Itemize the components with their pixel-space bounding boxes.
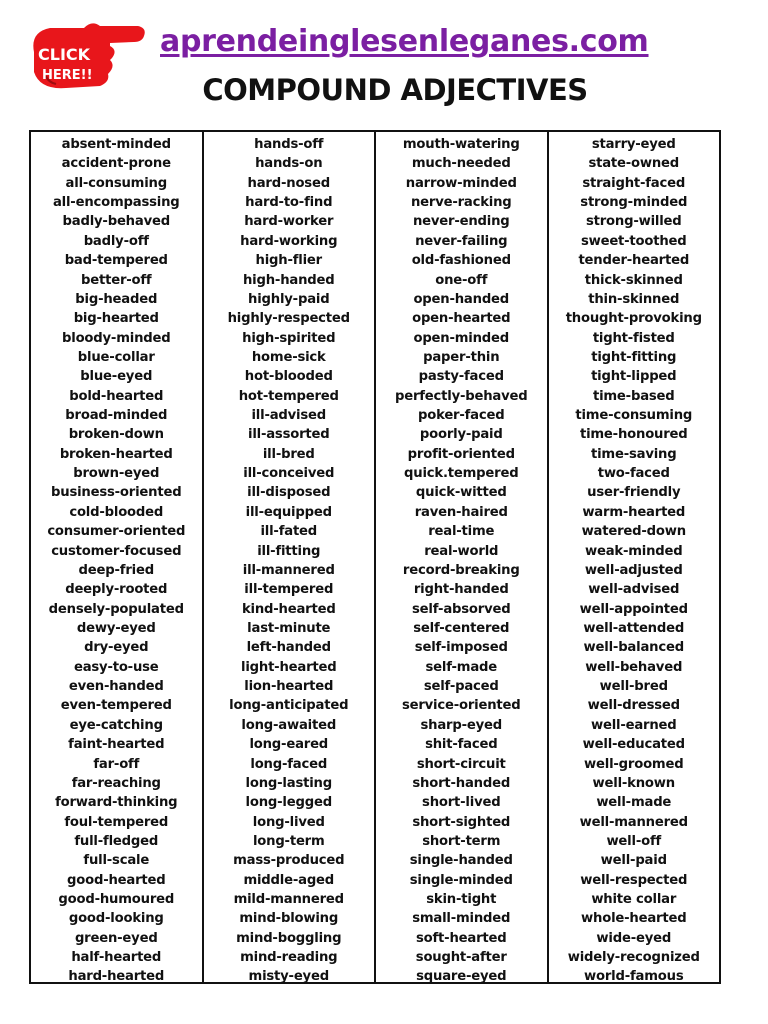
word-item: cold-blooded: [69, 504, 164, 520]
word-item: quick.tempered: [404, 466, 519, 482]
word-item: short-handed: [412, 775, 511, 791]
word-item: narrow-minded: [405, 175, 517, 191]
word-item: long-lasting: [245, 775, 332, 791]
word-item: last-minute: [247, 620, 331, 636]
click-label: CLICK: [38, 45, 91, 64]
word-item: shit-faced: [425, 737, 498, 753]
word-item: ill-mannered: [242, 562, 335, 578]
word-item: self-made: [425, 659, 498, 675]
word-item: profit-oriented: [407, 446, 515, 462]
word-item: raven-haired: [414, 504, 508, 520]
word-item: thick-skinned: [584, 272, 683, 288]
word-item: well-off: [606, 833, 662, 849]
word-item: hard-worker: [244, 214, 334, 230]
word-item: long-lived: [252, 814, 325, 830]
word-item: accident-prone: [61, 156, 171, 172]
word-item: well-balanced: [583, 640, 684, 656]
word-item: real-world: [424, 543, 499, 559]
word-item: white collar: [591, 892, 677, 908]
word-item: time-saving: [591, 446, 677, 462]
word-item: well-advised: [588, 582, 680, 598]
word-item: warm-hearted: [582, 504, 686, 520]
click-here-badge[interactable]: [26, 16, 148, 98]
word-item: well-educated: [582, 737, 685, 753]
word-item: densely-populated: [48, 601, 184, 617]
word-item: well-dressed: [587, 698, 680, 714]
word-item: blue-collar: [77, 349, 155, 365]
word-item: well-made: [596, 795, 672, 811]
word-item: open-handed: [413, 291, 510, 307]
word-item: self-absorved: [412, 601, 511, 617]
word-item: well-behaved: [585, 659, 683, 675]
word-item: time-based: [592, 388, 675, 404]
word-item: world-famous: [584, 969, 684, 985]
word-item: light-hearted: [241, 659, 337, 675]
word-item: perfectly-behaved: [394, 388, 528, 404]
word-item: ill-disposed: [247, 485, 331, 501]
word-column-2: [204, 132, 377, 985]
word-item: bloody-minded: [62, 330, 171, 346]
word-item: middle-aged: [243, 872, 335, 888]
word-item: long-awaited: [241, 717, 337, 733]
word-item: starry-eyed: [591, 137, 676, 152]
word-item: foul-tempered: [64, 814, 169, 830]
word-item: full-fledged: [74, 833, 159, 849]
word-item: ill-bred: [262, 446, 315, 462]
word-item: mass-produced: [233, 853, 345, 869]
word-item: straight-faced: [582, 175, 686, 191]
site-link[interactable]: aprendeinglesenleganes.com: [160, 24, 649, 59]
word-item: nerve-racking: [410, 195, 512, 211]
word-item: long-legged: [245, 795, 332, 811]
word-item: good-hearted: [67, 872, 166, 888]
word-item: sought-after: [415, 950, 507, 966]
word-item: record-breaking: [402, 562, 520, 578]
here-label: HERE!!: [42, 68, 93, 83]
word-item: widely-recognized: [567, 950, 700, 966]
word-item: skin-tight: [426, 892, 497, 908]
word-item: old-fashioned: [411, 253, 511, 269]
word-column-4: [549, 132, 720, 985]
word-item: tender-hearted: [578, 253, 690, 269]
word-item: one-off: [435, 272, 488, 288]
word-item: ill-fitting: [257, 543, 321, 559]
word-item: short-term: [422, 833, 501, 849]
word-item: high-flier: [255, 253, 322, 269]
word-item: bad-tempered: [64, 253, 168, 269]
word-item: hard-working: [240, 233, 338, 249]
word-item: brown-eyed: [73, 466, 160, 482]
word-item: full-scale: [83, 853, 150, 869]
word-item: ill-conceived: [243, 466, 335, 482]
word-item: even-tempered: [60, 698, 172, 714]
word-column-3: [376, 132, 549, 985]
word-item: short-sighted: [412, 814, 511, 830]
word-item: two-faced: [597, 466, 670, 482]
pointing-hand-icon: [26, 16, 148, 98]
word-item: half-hearted: [71, 950, 162, 966]
word-item: user-friendly: [587, 485, 681, 501]
word-item: forward-thinking: [55, 795, 178, 811]
word-item: right-handed: [413, 582, 509, 598]
word-item: blue-eyed: [80, 369, 153, 385]
word-item: big-headed: [75, 291, 158, 307]
word-item: lion-hearted: [244, 679, 334, 695]
page-title: COMPOUND ADJECTIVES: [202, 73, 588, 107]
word-item: never-failing: [415, 233, 508, 249]
word-item: ill-assorted: [248, 427, 330, 443]
word-item: badly-off: [83, 233, 149, 249]
word-item: well-groomed: [584, 756, 684, 772]
word-item: left-handed: [246, 640, 331, 656]
word-item: tight-lipped: [591, 369, 677, 385]
word-item: long-faced: [250, 756, 328, 772]
word-item: hard-hearted: [68, 969, 165, 985]
word-item: mind-boggling: [236, 930, 342, 946]
word-item: well-paid: [600, 853, 667, 869]
word-item: consumer-oriented: [47, 524, 186, 540]
word-item: well-respected: [580, 872, 688, 888]
word-item: bold-hearted: [69, 388, 164, 404]
word-item: misty-eyed: [248, 969, 329, 985]
word-item: kind-hearted: [241, 601, 336, 617]
word-item: well-attended: [583, 620, 685, 636]
word-item: dewy-eyed: [76, 620, 156, 636]
word-item: weak-minded: [584, 543, 683, 559]
word-item: hard-nosed: [247, 175, 330, 191]
word-item: quick-witted: [415, 485, 507, 501]
word-item: far-off: [93, 756, 140, 772]
word-item: single-minded: [409, 872, 513, 888]
word-item: home-sick: [251, 349, 326, 365]
word-item: well-mannered: [579, 814, 688, 830]
word-item: strong-willed: [585, 214, 682, 230]
word-item: well-appointed: [579, 601, 688, 617]
word-item: hard-to-find: [245, 195, 333, 211]
word-item: ill-advised: [251, 408, 327, 424]
word-item: all-consuming: [65, 175, 167, 191]
word-item: broad-minded: [65, 408, 168, 424]
word-item: self-paced: [423, 679, 499, 695]
word-item: mouth-watering: [402, 137, 520, 152]
word-item: eye-catching: [69, 717, 163, 733]
word-item: business-oriented: [51, 485, 182, 501]
word-item: open-minded: [413, 330, 510, 346]
word-item: highly-respected: [227, 311, 350, 327]
word-item: strong-minded: [580, 195, 688, 211]
word-item: self-centered: [413, 620, 510, 636]
word-item: time-honoured: [579, 427, 688, 443]
word-item: single-handed: [409, 853, 513, 869]
word-item: long-eared: [249, 737, 329, 753]
word-item: customer-focused: [51, 543, 182, 559]
word-item: well-known: [592, 775, 675, 791]
word-item: much-needed: [411, 156, 511, 172]
word-item: pasty-faced: [418, 369, 504, 385]
word-column-1: [31, 132, 204, 985]
word-item: never-ending: [412, 214, 510, 230]
word-item: ill-fated: [260, 524, 318, 540]
word-item: good-looking: [68, 911, 164, 927]
word-item: watered-down: [581, 524, 686, 540]
word-item: short-circuit: [416, 756, 506, 772]
word-item: paper-thin: [423, 349, 500, 365]
word-item: open-hearted: [412, 311, 511, 327]
word-item: well-adjusted: [584, 562, 683, 578]
word-item: tight-fisted: [592, 330, 675, 346]
word-item: time-consuming: [575, 408, 693, 424]
word-item: high-handed: [242, 272, 335, 288]
word-item: sharp-eyed: [420, 717, 502, 733]
word-item: whole-hearted: [581, 911, 687, 927]
word-item: green-eyed: [74, 930, 158, 946]
word-item: well-bred: [599, 679, 668, 695]
word-item: self-imposed: [414, 640, 508, 656]
word-item: hot-blooded: [244, 369, 333, 385]
word-item: faint-hearted: [68, 737, 165, 753]
word-item: deep-fried: [78, 562, 154, 578]
word-item: far-reaching: [71, 775, 161, 791]
word-item: ill-equipped: [245, 504, 332, 520]
word-item: easy-to-use: [73, 659, 159, 675]
word-item: broken-hearted: [59, 446, 173, 462]
word-item: long-term: [252, 833, 325, 849]
word-item: tight-fitting: [591, 349, 677, 365]
word-item: dry-eyed: [84, 640, 149, 656]
word-item: even-handed: [68, 679, 164, 695]
word-item: mild-mannered: [233, 892, 344, 908]
word-item: broken-down: [68, 427, 164, 443]
word-item: highly-paid: [248, 291, 330, 307]
word-item: badly-behaved: [62, 214, 170, 230]
word-item: ill-tempered: [244, 582, 334, 598]
word-item: better-off: [81, 272, 152, 288]
word-item: hot-tempered: [238, 388, 339, 404]
word-item: soft-hearted: [416, 930, 507, 946]
word-item: good-humoured: [58, 892, 175, 908]
word-item: poorly-paid: [419, 427, 503, 443]
word-item: high-spirited: [242, 330, 336, 346]
word-item: mind-reading: [240, 950, 338, 966]
word-item: mind-blowing: [239, 911, 339, 927]
word-item: all-encompassing: [52, 195, 180, 211]
word-item: absent-minded: [61, 137, 171, 152]
word-item: square-eyed: [416, 969, 507, 985]
word-item: deeply-rooted: [65, 582, 168, 598]
word-table: [29, 130, 721, 984]
word-item: state-owned: [588, 156, 680, 172]
word-item: long-anticipated: [229, 698, 349, 714]
word-item: wide-eyed: [596, 930, 672, 946]
word-item: big-hearted: [73, 311, 159, 327]
word-item: thin-skinned: [588, 291, 680, 307]
word-item: hands-on: [255, 156, 323, 172]
word-item: hands-off: [254, 137, 324, 152]
word-item: well-earned: [590, 717, 677, 733]
word-item: service-oriented: [401, 698, 521, 714]
word-item: small-minded: [412, 911, 511, 927]
word-item: poker-faced: [418, 408, 505, 424]
word-item: thought-provoking: [565, 311, 702, 327]
word-item: sweet-toothed: [580, 233, 687, 249]
word-item: real-time: [428, 524, 495, 540]
word-item: short-lived: [422, 795, 501, 811]
